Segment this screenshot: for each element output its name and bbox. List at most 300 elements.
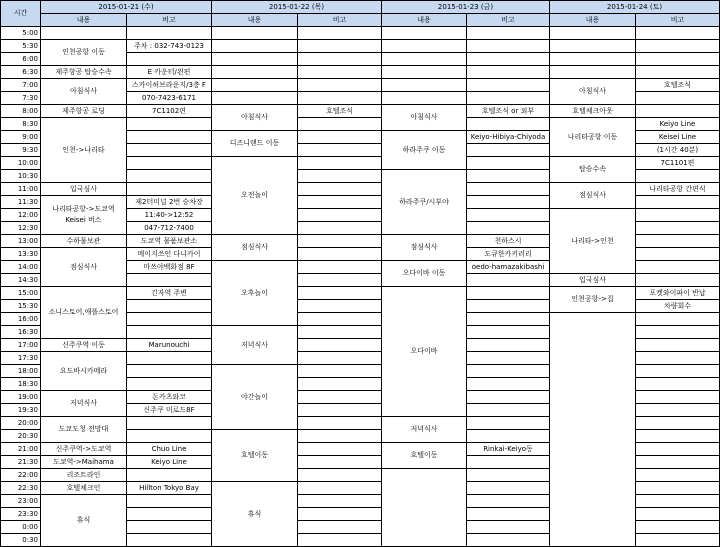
note-cell [298,456,382,469]
note-cell [636,261,720,274]
cell-text: 도큐한카키러리 [484,249,532,258]
note-cell [298,404,382,417]
cell-text: 오후놀이 [240,288,269,297]
cell-text: 나리타공항 이동 [567,132,618,141]
cell-text: 스카이허브라운지/3층 F [132,80,206,89]
note-cell [636,157,720,170]
activity-cell [550,79,636,105]
activity-cell [41,66,127,79]
activity-cell [382,53,467,66]
activity-cell [41,183,127,196]
cell-text: 천하스시 [494,236,522,245]
note-cell [298,157,382,170]
cell-text: 긴자역 주변 [150,288,188,297]
cell-text: Keisei Line [658,132,697,141]
activity-cell [41,443,127,456]
note-cell [127,469,212,482]
note-cell [636,222,720,235]
note-cell [467,274,550,287]
cell-text: oedo-hamazakibashi [471,262,545,271]
activity-cell [382,66,467,79]
cell-text: 호텔조식 [663,80,692,89]
note-cell [467,66,550,79]
time-label: 16:00 [1,313,41,326]
cell-text: Keiyo-Hibiya-Chiyoda [470,132,546,141]
activity-cell [382,131,467,170]
cell-text: Hillton Tokyo Bay [139,483,199,492]
note-cell [127,222,212,235]
note-cell [467,105,550,118]
note-cell [467,339,550,352]
cell-text: (1시간 40분) [656,145,699,154]
time-label: 5:00 [1,27,41,40]
time-label: 14:30 [1,274,41,287]
note-cell [636,417,720,430]
cell-text: 도쿄도청 전망대 [58,425,109,433]
note-cell [298,261,382,274]
time-label: 10:00 [1,157,41,170]
note-cell [298,378,382,391]
cell-text: 휴식 [76,516,91,524]
cell-text: 아침식사 [410,113,438,121]
cell-text: 호텔조식 or 외부 [481,106,535,115]
activity-cell [382,235,467,261]
activity-cell [212,365,298,430]
note-cell [298,235,382,248]
note-cell [636,118,720,131]
cell-text: 돈카츠와코 [152,392,186,401]
note-cell [467,365,550,378]
cell-text: 저녁식사 [410,425,438,433]
time-label: 10:30 [1,170,41,183]
note-cell [636,365,720,378]
activity-cell [212,40,298,53]
activity-cell [550,274,636,287]
note-cell [636,66,720,79]
note-cell [467,235,550,248]
note-cell [298,53,382,66]
note-cell [127,27,212,40]
activity-cell [550,40,636,53]
cell-text: 점심식사 [240,243,269,251]
cell-text: 호텔체크인 [66,483,101,492]
cell-text: 7C1102편 [152,106,186,115]
activity-cell [212,430,298,482]
cell-text: 요도바시카메라 [59,366,108,375]
time-label: 20:30 [1,430,41,443]
note-cell [298,534,382,547]
note-cell [127,183,212,196]
activity-cell [212,27,298,40]
note-cell [636,40,720,53]
note-cell [298,79,382,92]
activity-cell [382,417,467,443]
note-cell [127,378,212,391]
activity-cell [212,157,298,235]
cell-text: Chuo Line [151,444,187,453]
cell-text: 휴식 [247,509,262,518]
note-cell [467,417,550,430]
cell-text: 저녁식사 [240,340,269,349]
note-cell [467,352,550,365]
note-cell [636,274,720,287]
note-cell [467,326,550,339]
cell-text: 신주쿠역 이동 [62,340,105,349]
cell-text: 디즈니랜드 이동 [229,139,280,147]
day-header: 2015-01-22 (목) [212,1,382,14]
activity-cell [382,443,467,469]
time-row [1,40,720,53]
note-cell [467,430,550,443]
activity-cell [550,287,636,313]
note-cell [127,92,212,105]
cell-text: 탑승수속 [578,165,607,173]
note-cell [636,495,720,508]
note-cell [298,391,382,404]
note-cell [127,326,212,339]
note-cell [298,313,382,326]
note-cell [298,27,382,40]
note-cell [636,443,720,456]
note-cell [636,300,720,313]
day-header: 2015-01-21 (수) [41,1,212,14]
activity-cell [550,105,636,118]
note-cell [127,66,212,79]
note-cell [636,248,720,261]
note-cell [467,313,550,326]
activity-cell [382,40,467,53]
cell-text: 인천공항 이동 [62,48,105,56]
activity-cell [382,287,467,417]
note-cell [636,534,720,547]
time-label: 17:00 [1,339,41,352]
note-cell [467,248,550,261]
note-cell [298,352,382,365]
note-cell [467,209,550,222]
note-cell [127,261,212,274]
time-row [1,118,720,131]
note-cell [467,131,550,144]
activity-cell [41,287,127,339]
note-cell [467,92,550,105]
note-cell [298,183,382,196]
note-cell [298,365,382,378]
note-cell [467,170,550,183]
activity-cell [41,118,127,183]
time-row [1,27,720,40]
cell-text: Marunouchi [148,340,190,349]
time-label: 6:00 [1,53,41,66]
cell-text: 호텔이동 [240,451,269,459]
cell-text: 하라주쿠 이동 [402,145,446,154]
activity-cell [212,131,298,157]
note-cell [298,209,382,222]
content-column-header: 내용 [212,14,298,27]
cell-text: 오다이바 [410,347,438,355]
activity-cell [41,495,127,547]
note-cell [298,521,382,534]
note-cell [127,53,212,66]
note-cell [636,131,720,144]
cell-text: 호텔체크아웃 [572,106,613,115]
time-label: 15:30 [1,300,41,313]
note-cell [636,339,720,352]
activity-cell [382,79,467,92]
note-cell [127,170,212,183]
cell-text: 인천공항->집 [571,295,614,303]
note-cell [467,53,550,66]
note-cell [467,391,550,404]
note-cell [298,287,382,300]
cell-text: 신주쿠역->도쿄역 [55,444,112,453]
time-label: 7:00 [1,79,41,92]
activity-cell [550,183,636,209]
note-cell [636,521,720,534]
activity-cell [382,170,467,235]
note-cell [636,456,720,469]
note-cell [467,40,550,53]
time-label: 17:30 [1,352,41,365]
time-label: 9:30 [1,144,41,157]
cell-text: 점심식사 [69,262,98,271]
note-cell [127,300,212,313]
time-row [1,105,720,118]
note-cell [127,430,212,443]
time-label: 0:00 [1,521,41,534]
note-cell [467,469,550,482]
note-cell [467,222,550,235]
note-cell [467,534,550,547]
cell-text: 047-712-7400 [144,223,194,232]
note-cell [127,79,212,92]
note-cell [636,352,720,365]
activity-cell [212,92,298,105]
note-column-header: 비고 [127,14,212,27]
note-cell [298,326,382,339]
time-label: 20:00 [1,417,41,430]
cell-text: Rinkai-Keiyo동 [483,444,533,453]
cell-text: 나리타공항->도쿄역 [52,204,115,213]
day-header: 2015-01-24 (토) [550,1,720,14]
activity-cell [382,92,467,105]
note-cell [298,196,382,209]
content-column-header: 내용 [550,14,636,27]
note-cell [127,417,212,430]
note-cell [467,404,550,417]
cell-text: 입국심사 [69,184,98,193]
activity-cell [550,27,636,40]
cell-text: 신주쿠 미로드8F [143,405,195,414]
time-label: 13:30 [1,248,41,261]
note-column-header: 비고 [636,14,720,27]
cell-text: 메이지쓰인 다니카이 [137,249,201,258]
cell-text: 인천->나리타 [62,145,105,154]
time-label: 5:30 [1,40,41,53]
time-header: 시간 [1,1,41,27]
note-cell [298,131,382,144]
note-cell [127,144,212,157]
note-cell [298,443,382,456]
note-cell [636,209,720,222]
cell-text: 11:40->12:52 [144,210,194,219]
note-cell [636,27,720,40]
note-cell [298,118,382,131]
time-label: 12:00 [1,209,41,222]
note-cell [467,521,550,534]
time-label: 19:00 [1,391,41,404]
cell-text: Keiyo Line [151,457,187,466]
activity-cell [550,53,636,66]
note-cell [298,417,382,430]
activity-cell [41,196,127,235]
note-cell [636,144,720,157]
note-cell [636,430,720,443]
activity-cell [212,79,298,92]
time-label: 22:30 [1,482,41,495]
activity-cell [41,469,127,482]
time-label: 9:00 [1,131,41,144]
note-cell [467,508,550,521]
note-cell [467,27,550,40]
note-cell [127,235,212,248]
note-cell [298,508,382,521]
cell-text: Keisei 버스 [65,216,102,224]
note-cell [467,443,550,456]
time-row [1,287,720,300]
activity-cell [382,27,467,40]
activity-cell [212,261,298,326]
day-header: 2015-01-23 (금) [382,1,550,14]
time-label: 21:00 [1,443,41,456]
note-cell [127,391,212,404]
time-label: 6:30 [1,66,41,79]
note-cell [636,508,720,521]
time-label: 19:30 [1,404,41,417]
note-cell [298,300,382,313]
cell-text: 아침식사 [69,87,98,95]
activity-cell [382,261,467,287]
time-label: 8:30 [1,118,41,131]
note-cell [298,105,382,118]
note-cell [636,105,720,118]
note-cell [636,170,720,183]
activity-cell [212,53,298,66]
cell-text: 야간놀이 [240,392,269,401]
note-cell [127,352,212,365]
note-cell [298,248,382,261]
cell-text: E 카운터/왼편 [147,67,191,76]
time-label: 23:00 [1,495,41,508]
activity-cell [550,118,636,157]
cell-text: 호텔조식 [325,106,354,115]
time-label: 0:30 [1,534,41,547]
activity-cell [212,235,298,261]
cell-text: 나리타공항 간편식 [649,184,706,193]
note-cell [636,326,720,339]
note-cell [467,456,550,469]
cell-text: 오전놀이 [240,191,269,199]
note-cell [127,274,212,287]
cell-text: 070-7423-6171 [141,93,197,102]
time-label: 14:00 [1,261,41,274]
note-cell [298,40,382,53]
time-row [1,79,720,92]
note-cell [467,157,550,170]
note-cell [636,79,720,92]
note-cell [127,508,212,521]
time-label: 22:00 [1,469,41,482]
activity-cell [550,157,636,183]
note-cell [127,196,212,209]
note-cell [467,118,550,131]
note-cell [467,495,550,508]
time-label: 18:30 [1,378,41,391]
cell-text: 점심식사 [410,243,438,251]
note-cell [636,196,720,209]
note-cell [298,339,382,352]
activity-cell [41,40,127,66]
note-cell [636,378,720,391]
activity-cell [382,105,467,131]
activity-cell [212,105,298,131]
cell-text: 아침식사 [578,87,607,95]
note-cell [127,495,212,508]
cell-text: 나리타->인천 [571,236,614,245]
note-cell [127,105,212,118]
activity-cell [550,209,636,274]
note-cell [127,365,212,378]
note-cell [127,131,212,144]
note-cell [467,196,550,209]
time-label: 13:00 [1,235,41,248]
note-cell [127,287,212,300]
cell-text: 리조트라인 [66,470,101,479]
cell-text: 아침식사 [240,113,269,121]
activity-cell [41,27,127,40]
cell-text: 제주항공 로딩 [62,106,105,115]
note-cell [127,404,212,417]
note-cell [127,118,212,131]
note-cell [636,53,720,66]
activity-cell [41,79,127,105]
activity-cell [550,313,636,547]
note-cell [298,222,382,235]
note-cell [127,521,212,534]
time-label: 23:30 [1,508,41,521]
activity-cell [41,456,127,469]
time-label: 18:00 [1,365,41,378]
cell-text: 점심식사 [578,191,607,199]
activity-cell [382,469,467,547]
time-label: 12:30 [1,222,41,235]
note-cell [636,92,720,105]
cell-text: 오다이바 이동 [402,269,446,277]
cell-text: 차량회수 [663,301,692,310]
activity-cell [41,248,127,287]
cell-text: 주차 : 032-743-0123 [134,41,204,50]
note-cell [127,313,212,326]
activity-cell [41,235,127,248]
cell-text: 입국심사 [578,275,607,284]
note-cell [127,339,212,352]
activity-cell [41,339,127,352]
cell-text: 제2터미널 2번 승차장 [135,197,203,206]
activity-cell [41,391,127,417]
note-cell [298,469,382,482]
note-cell [636,404,720,417]
note-cell [127,209,212,222]
note-cell [467,261,550,274]
